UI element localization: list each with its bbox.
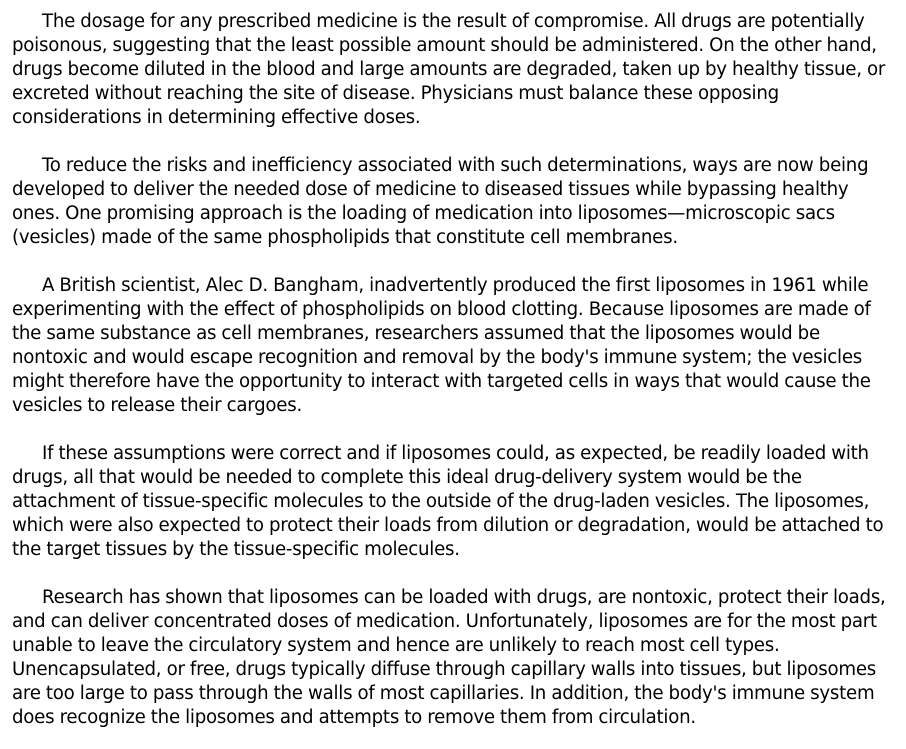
paragraph-2: To reduce the risks and inefficiency associated with such determinations, ways are now being developed to deliver the needed dose of medicine to diseased tissues while bypassing healthy ones. One promising approach is the loading of medication into liposomes—microscopic sacs (vesicles) made of the same phospholipids that constitute cell membranes.: [12, 155, 869, 248]
paragraph-4: If these assumptions were correct and if liposomes could, as expected, be readily loaded with drugs, all that would be needed to complete this ideal drug-delivery system would be the attachment of tissue-specific molecules to the outside of the drug-laden vesicles. The liposomes, which were also expected to protect their loads from dilution or degradation, would be attached to the target tissues by the tissue-specific molecules.: [12, 443, 884, 560]
paragraph-1: The dosage for any prescribed medicine is the result of compromise. All drugs are potentially poisonous, suggesting that the least possible amount should be administered. On the other hand, drugs become diluted in the blood and large amounts are degraded, taken up by healthy tissue, or excreted without reaching the site of disease. Physicians must balance these opposing considerations in determining effective doses.: [12, 11, 886, 128]
paragraph-3: A British scientist, Alec D. Bangham, inadvertently produced the first liposomes in 1961 while experimenting with the effect of phospholipids on blood clotting. Because liposomes are made of the same substance as cell membranes, researchers assumed that the liposomes would be nontoxic and would escape recognition and removal by the body's immune system; the vesicles might therefore have the opportunity to interact with targeted cells in ways that would cause the vesicles to release their cargoes.: [12, 275, 871, 416]
paragraph-5: Research has shown that liposomes can be loaded with drugs, are nontoxic, protect their loads, and can deliver concentrated doses of medication. Unfortunately, liposomes are for the most part unable to leave the circulatory system and hence are unlikely to reach most cell types. Unencapsulated, or free, drugs typically diffuse through capillary walls into tissues, but liposomes are too large to pass through the walls of most capillaries. In addition, the body's immune system does recognize the liposomes and attempts to remove them from circulation.: [12, 587, 886, 728]
